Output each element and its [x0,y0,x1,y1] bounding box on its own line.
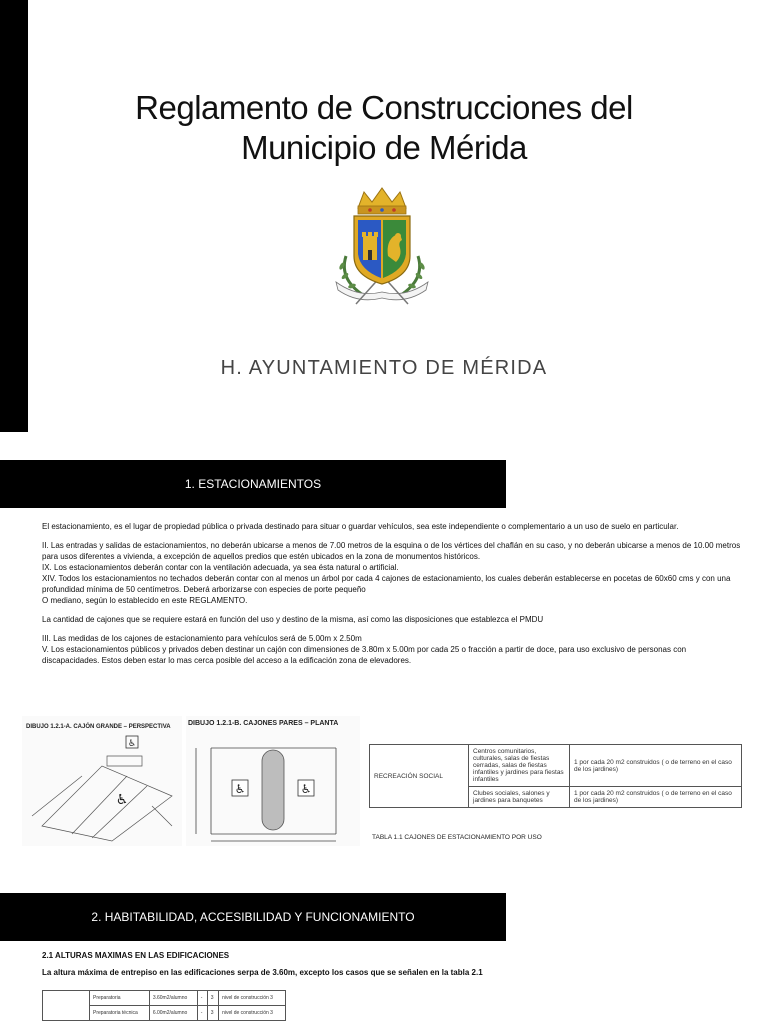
merida-coat-of-arms-icon [328,186,436,308]
drawing-cajon-grande [22,716,182,846]
table-cell-blank [43,991,90,1021]
paragraph-porte: O mediano, según lo establecido en este REGLAMENTO. [42,596,248,605]
title-line-2: Municipio de Mérida [241,129,527,166]
svg-text:♿: ♿ [115,792,129,808]
table-cell-area: 3.60m2/alumno [149,991,197,1006]
table-cell-name: Preparatoria técnica [90,1006,150,1021]
table-cell-use: Clubes sociales, salones y jardines para banquetes [469,787,570,808]
paragraph-ventilacion: IX. Los estacionamientos deberán contar con la ventilación adecuada, ya sea ésta natural o artificial. [42,563,399,572]
alturas-text: La altura máxima de entrepiso en las edificaciones serpa de 3.60m, excepto los casos que se señalen en la tabla 2.1 [42,968,483,977]
table-cell-note: nivel de construcción 3 [219,991,286,1006]
paragraph-arboles: XIV. Todos los estacionamientos no techados deberán contar con al menos un árbol por cada 4 cajones de estacionamiento, los cuales deberán establecerse en pocetas de 60x60 cms y con una profundidad mínima de 50 centímetros. Deberá arborizarse con especies de porte pequeño [42,574,731,594]
table-cell-use: Centros comunitarios, culturales, salas de fiestas cerradas, salas de fiestas infantiles y jardines para fiestas infantiles [469,745,570,787]
paragraph-entradas: II. Las entradas y salidas de estacionamientos, no deberán ubicarse a menos de 7.00 metros de la esquina o de los vértices del chaflán en su caso, y no deberán ubicarse a menos de 10.00 metros para usos diferentes a vivienda, a excepción de aquellos predios que estén ubicados en la zona de monumentos históricos. [42,541,741,561]
table-cell-ratio: 1 por cada 20 m2 construidos ( o de terreno en el caso de los jardines) [570,787,742,808]
table-cell-note: nivel de construcción 3 [219,1006,286,1021]
table-cell-num: 3 [207,991,218,1006]
table-cell-dash: - [197,991,207,1006]
estacionamientos-body [42,521,742,666]
table-row [370,745,742,787]
drawing-b-label: DIBUJO 1.2.1-B. CAJONES PARES – PLANTA [188,720,339,727]
heights-table [42,990,286,1021]
table-cell-category: RECREACIÓN SOCIAL [370,745,469,808]
paragraph-medidas: III. Las medidas de los cajones de estacionamiento para vehículos será de 5.00m x 2.50m [42,634,362,643]
plan-drawing-icon [186,716,360,846]
perspective-drawing-icon [22,716,182,846]
table-row [43,991,286,1006]
paragraph-cantidad: La cantidad de cajones que se requiere estará en función del uso y destino de la misma, así como las disposiciones que establezca el PMDU [42,615,544,624]
document-title [0,88,768,168]
organization-name: H. AYUNTAMIENTO DE MÉRIDA [220,357,548,379]
drawing-a-label: DIBUJO 1.2.1-A. CAJÓN GRANDE – PERSPECTIVA [26,724,171,730]
subtitle-alturas: 2.1 ALTURAS MAXIMAS EN LAS EDIFICACIONES [42,951,230,960]
svg-text:♿: ♿ [300,782,312,796]
section-header-estacionamientos: 1. ESTACIONAMIENTOS [0,460,506,508]
svg-text:♿: ♿ [234,782,246,796]
paragraph-discapacidad: V. Los estacionamientos públicos y privados deben destinar un cajón con dimensiones de 3.80m x 5.00m por cada 25 o fracción a partir de doce, para uso exclusivo de personas con discapacidades. Estos deben estar lo mas cerca posible del acceso a la edificación zona de elevadores. [42,645,687,665]
drawing-cajones-pares [186,716,360,846]
svg-text:♿: ♿ [127,739,137,749]
parking-requirements-table [369,744,742,808]
title-slide [0,0,768,432]
table-cell-ratio: 1 por cada 20 m2 construidos ( o de terreno en el caso de los jardines) [570,745,742,787]
table-cell-name: Preparatoria [90,991,150,1006]
table-cell-dash: - [197,1006,207,1021]
paragraph-definition: El estacionamiento, es el lugar de propiedad pública o privada destinado para situar o guardar vehículos, sea este independiente o complementario a un uso de suelo en particular. [42,522,679,531]
section-header-habitabilidad: 2. HABITABILIDAD, ACCESIBILIDAD Y FUNCIONAMIENTO [0,893,506,941]
title-line-1: Reglamento de Construcciones del [135,89,633,126]
table-caption: TABLA 1.1 CAJONES DE ESTACIONAMIENTO POR USO [372,834,542,841]
table-cell-area: 6.00m2/alumno [149,1006,197,1021]
table-cell-num: 3 [207,1006,218,1021]
